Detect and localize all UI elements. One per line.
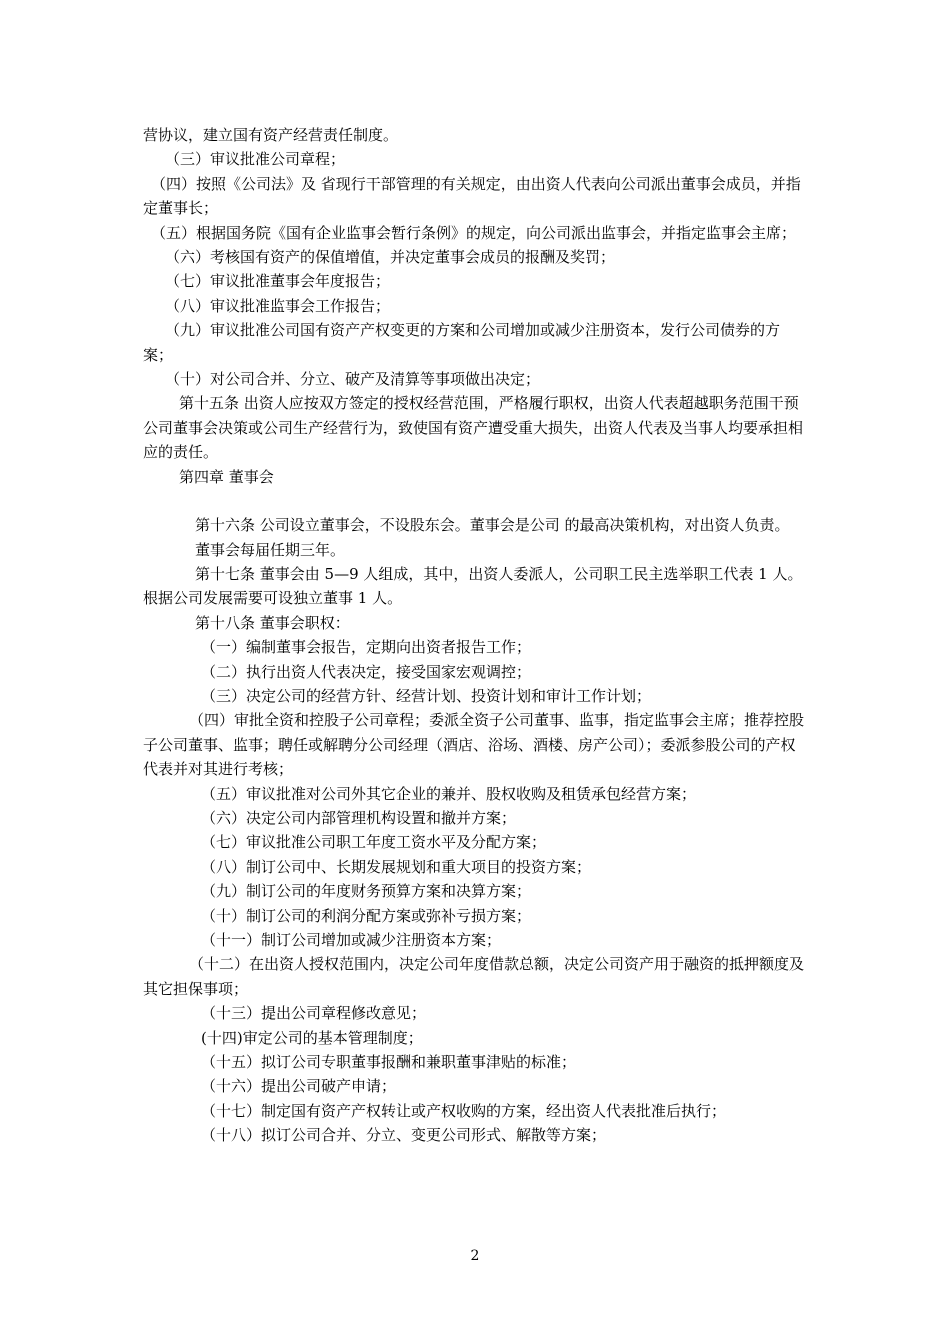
article-15: 第十五条 出资人应按双方签定的授权经营范围，严格履行职权，出资人代表超越职务范围干预公司董事会决策或公司生产经营行为，致使国有资产遭受重大损失，出资人代表及当事人均要承担相应的责任。: [143, 394, 804, 462]
list-item: （六）决定公司内部管理机构设置和撤并方案；: [201, 808, 517, 827]
article-17: 第十七条 董事会由 5—9 人组成，其中，出资人委派人，公司职工民主选举职工代表 1 人。根据公司发展需要可设独立董事 1 人。: [143, 564, 803, 608]
paragraph-line: （三）审议批准公司章程；: [165, 150, 346, 169]
article-18: 第十八条 董事会职权：: [195, 613, 350, 632]
list-item: （八）制订公司中、长期发展规划和重大项目的投资方案；: [201, 857, 592, 876]
page-number: 2: [470, 1248, 480, 1264]
list-item: （五）审议批准对公司外其它企业的兼并、股权收购及租赁承包经营方案；: [201, 784, 697, 803]
paragraph-line: （八）审议批准监事会工作报告；: [165, 296, 391, 315]
list-item: （十三）提出公司章程修改意见；: [201, 1004, 427, 1023]
list-item: （十二）在出资人授权范围内，决定公司年度借款总额，决定公司资产用于融资的抵押额度及其它担保事项；: [143, 955, 805, 998]
paragraph-line: （七）审议批准董事会年度报告；: [165, 272, 391, 291]
list-item: （十）制订公司的利润分配方案或弥补亏损方案；: [201, 906, 532, 925]
document-body: [143, 123, 808, 1148]
paragraph-line: （五）根据国务院《国有企业监事会暂行条例》的规定，向公司派出监事会，并指定监事会主席；: [151, 223, 797, 242]
paragraph-line: （四）按照《公司法》及 省现行干部管理的有关规定，由出资人代表向公司派出董事会成员，并指定董事长；: [143, 174, 801, 218]
list-item: （十七）制定国有资产产权转让或产权收购的方案，经出资人代表批准后执行；: [201, 1101, 727, 1120]
list-item: （十六）提出公司破产申请；: [201, 1077, 397, 1096]
list-item: （四）审批全资和控股子公司章程；委派全资子公司董事、监事，指定监事会主席；推荐控股子公司董事、监事；聘任或解聘分公司经理（酒店、浴场、酒楼、房产公司）；委派参股公司的产权代表并对其进行考核；: [143, 711, 805, 779]
paragraph-line: （六）考核国有资产的保值增值，并决定董事会成员的报酬及奖罚；: [165, 248, 616, 267]
paragraph-line: 营协议，建立国有资产经营责任制度。: [143, 126, 399, 144]
chapter-heading: 第四章 董事会: [179, 467, 274, 486]
paragraph-line: （九）审议批准公司国有资产产权变更的方案和公司增加或减少注册资本，发行公司债券的方案；: [143, 321, 781, 364]
list-item: （十一）制订公司增加或减少注册资本方案；: [201, 931, 502, 949]
list-item: （二）执行出资人代表决定，接受国家宏观调控；: [201, 662, 532, 681]
list-item: （十八）拟订公司合并、分立、变更公司形式、解散等方案；: [201, 1126, 607, 1145]
list-item: （九）制订公司的年度财务预算方案和决算方案；: [201, 882, 532, 901]
paragraph-line: （十）对公司合并、分立、破产及清算等事项做出决定；: [165, 370, 541, 389]
article-16: 第十六条 公司设立董事会，不设股东会。董事会是公司 的最高决策机构，对出资人负责。: [195, 516, 790, 535]
list-item: （一）编制董事会报告，定期向出资者报告工作；: [201, 638, 532, 657]
blank-line: [143, 489, 808, 513]
paragraph-line: 董事会每届任期三年。: [195, 540, 346, 559]
list-item: （三）决定公司的经营方针、经营计划、投资计划和审计工作计划；: [201, 686, 652, 705]
list-item: (十四)审定公司的基本管理制度；: [201, 1028, 423, 1047]
list-item: （十五）拟订公司专职董事报酬和兼职董事津贴的标准；: [201, 1053, 577, 1072]
list-item: （七）审议批准公司职工年度工资水平及分配方案；: [201, 833, 547, 852]
